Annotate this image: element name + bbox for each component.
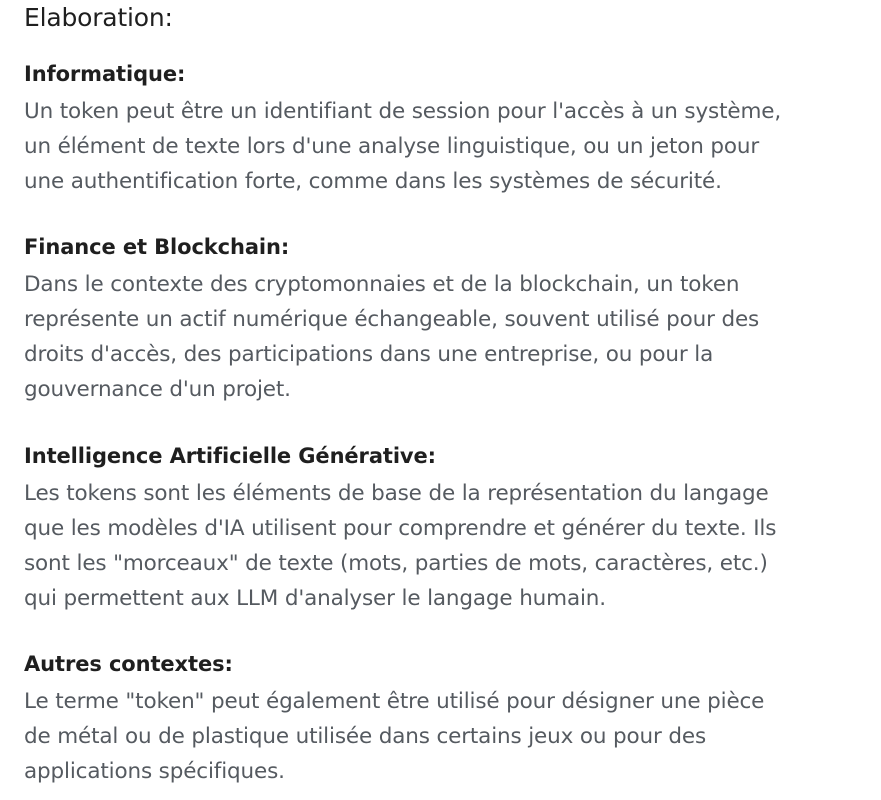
section-title: Finance et Blockchain: <box>24 235 290 259</box>
section-body <box>24 267 869 407</box>
body-line: représente un actif numérique échangeable, souvent utilisé pour des <box>24 307 760 332</box>
page-title: Elaboration: <box>24 3 173 32</box>
section-finance-blockchain <box>24 233 869 407</box>
section-body <box>24 684 869 789</box>
body-line: Dans le contexte des cryptomonnaies et de la blockchain, un token <box>24 272 740 297</box>
body-line: gouvernance d'un projet. <box>24 377 291 402</box>
section-title: Autres contextes: <box>24 652 233 676</box>
body-line: qui permettent aux LLM d'analyser le langage humain. <box>24 586 606 611</box>
section-body <box>24 94 869 199</box>
body-line: Les tokens sont les éléments de base de la représentation du langage <box>24 481 769 506</box>
section-autres-contextes <box>24 650 869 789</box>
section-title: Informatique: <box>24 62 186 86</box>
section-title: Intelligence Artificielle Générative: <box>24 444 436 468</box>
body-line: de métal ou de plastique utilisée dans certains jeux ou pour des <box>24 724 707 749</box>
body-line: une authentification forte, comme dans les systèmes de sécurité. <box>24 169 722 194</box>
body-line: un élément de texte lors d'une analyse linguistique, ou un jeton pour <box>24 134 760 159</box>
body-line: applications spécifiques. <box>24 759 285 784</box>
body-line: Le terme "token" peut également être utilisé pour désigner une pièce <box>24 689 765 714</box>
section-body <box>24 476 869 616</box>
body-line: que les modèles d'IA utilisent pour comprendre et générer du texte. Ils <box>24 516 777 541</box>
section-ia-generative <box>24 442 869 616</box>
body-line: droits d'accès, des participations dans une entreprise, ou pour la <box>24 342 714 367</box>
body-line: sont les "morceaux" de texte (mots, parties de mots, caractères, etc.) <box>24 551 768 576</box>
body-line: Un token peut être un identifiant de session pour l'accès à un système, <box>24 99 782 124</box>
section-informatique <box>24 60 869 199</box>
